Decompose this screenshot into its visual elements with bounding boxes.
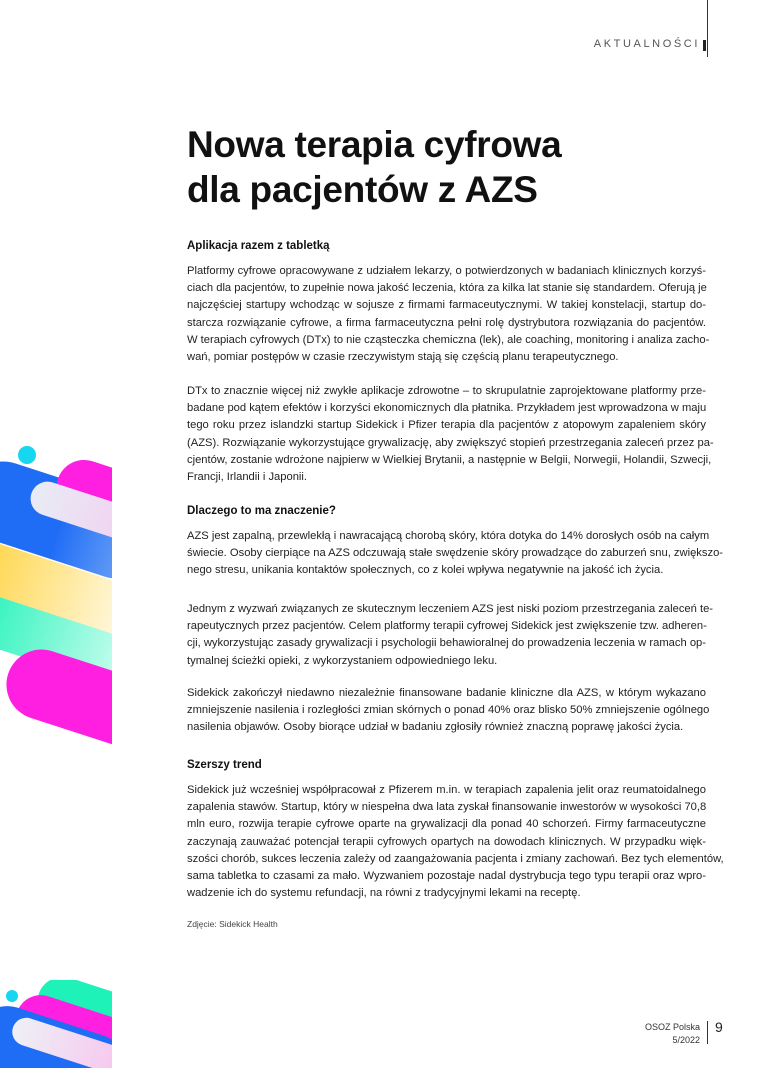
section-label: AKTUALNOŚCI	[593, 38, 700, 50]
paragraph	[187, 601, 714, 670]
paragraph-line: nego stresu, unikania kontaktów społecznych, co z kolei wpływa negatywnie na jakość ich życia.	[187, 564, 664, 577]
paragraph-line: szości chorób, sukces leczenia zależy od zaangażowania pacjenta i zmiany zachowań. Bez tych elementów,	[187, 852, 724, 865]
paragraph-line: rapeutycznych przez pacjentów. Celem platformy terapii cyfrowej Sidekick jest zwiększenie tzw. adheren-	[187, 620, 707, 633]
title-line: dla pacjentów z AZS	[187, 169, 538, 210]
paragraph-line: świecie. Osoby cierpiące na AZS odczuwają stałe swędzenie skóry prowadzące do zaburzeń snu, zwiększo-	[187, 547, 724, 560]
decorative-stripes	[0, 440, 112, 750]
header-rule	[707, 0, 708, 57]
page-number: 9	[715, 1019, 723, 1035]
paragraph-line: Platformy cyfrowe opracowywane z udziałem lekarzy, o potwierdzonych w badaniach klinicznych korzyś-	[187, 265, 706, 277]
paragraph	[187, 782, 724, 902]
paragraph	[187, 528, 724, 580]
paragraph-line: zmniejszenie nasilenia i rozległości zmian skórnych o ponad 40% oraz blisko 50% zmniejszenie ogólnego	[187, 704, 710, 717]
photo-credit: Zdjęcie: Sidekick Health	[187, 919, 278, 929]
paragraph-line: wań, pomiar postępów w czasie rzeczywistym stają się częścią planu terapeutycznego.	[187, 351, 619, 364]
paragraph-line: Francji, Irlandii i Japonii.	[187, 471, 308, 484]
footer-publication	[600, 1021, 700, 1047]
paragraph-line: sama tabletka to czasami za mało. Wyzwaniem pozostaje nadal dystrybucja tego typu terapii oraz wpro-	[187, 870, 706, 883]
paragraph-line: Sidekick już wcześniej współpracował z Pfizerem m.in. w terapiach zapalenia jelit oraz reumatoidalnego	[187, 784, 706, 796]
paragraph	[187, 383, 714, 486]
paragraph-line: Jednym z wyzwań związanych ze skutecznym leczeniem AZS jest niski poziom przestrzegania zaleceń te-	[187, 603, 714, 615]
paragraph-line: W terapiach cyfrowych (DTx) to nie cząsteczka chemiczna (lek), ale coaching, monitoring i analiza zacho-	[187, 333, 710, 346]
paragraph	[187, 263, 710, 366]
paragraph-line: AZS jest zapalną, przewlekłą i nawracającą chorobą skóry, która dotyka do 14% dorosłych osób na całym	[187, 530, 710, 542]
dot-decoration	[18, 446, 36, 464]
paragraph-line: wadzenie ich do systemu refundacji, na równi z tradycyjnymi lekami na receptę.	[187, 887, 581, 900]
paragraph-line: najczęściej startupy wchodząc w sojusze z firmami farmaceutycznymi. W takiej konstelacji, startup do-	[187, 299, 706, 312]
section-heading: Dlaczego to ma znaczenie?	[187, 505, 336, 517]
paragraph-line: zapalenia stawów. Startup, który w niespełna dwa lata zyskał finansowanie inwestorów w wysokości 70,8	[187, 801, 707, 814]
dot-decoration	[6, 990, 18, 1002]
paragraph-line: ciach dla pacjentów, to zupełnie nowa jakość leczenia, która za kilka lat stanie się standardem. Oferują je	[187, 282, 707, 295]
section-heading: Aplikacja razem z tabletką	[187, 240, 330, 252]
issue-number: 5/2022	[672, 1035, 700, 1045]
paragraph-line: nasilenia objawów. Osoby biorące udział w badaniu zgłosiły również znaczną poprawę jakości życia.	[187, 721, 684, 734]
paragraph-line: tego roku przez islandzki startup Sidekick i Pfizer terapia dla pacjentów z atopowym zapaleniem skóry	[187, 419, 706, 432]
paragraph-line: Sidekick zakończył niedawno niezależnie finansowane badanie kliniczne dla AZS, w którym wykazano	[187, 687, 706, 699]
decorative-stripes	[0, 980, 112, 1068]
paragraph-line: starcza rozwiązanie cyfrowe, a firma farmaceutyczna pełni rolę dystrybutora rozwiązania do pacjentów.	[187, 316, 706, 329]
article-title	[187, 122, 561, 212]
paragraph-line: (AZS). Rozwiązanie wykorzystujące grywalizację, aby zwiększyć stopień przestrzegania zaleceń przez pa-	[187, 436, 714, 449]
paragraph	[187, 685, 710, 737]
section-heading: Szerszy trend	[187, 759, 262, 771]
paragraph-line: badane pod kątem efektów i korzyści ekonomicznych dla płatnika. Przykładem jest wprowadzona w maju	[187, 402, 707, 415]
title-line: Nowa terapia cyfrowa	[187, 124, 562, 165]
paragraph-line: mln euro, rozwija terapie cyfrowe oparte na grywalizacji dla ponad 40 schorzeń. Firmy farmaceutyczne	[187, 818, 706, 831]
section-marker	[703, 40, 706, 51]
paragraph-line: DTx to znacznie więcej niż zwykłe aplikacje zdrowotne – to skrupulatnie zaprojektowane platformy prze-	[187, 385, 706, 397]
footer-rule	[707, 1021, 708, 1044]
paragraph-line: tymalnej ścieżki opieki, z wykorzystaniem odpowiedniego leku.	[187, 654, 498, 667]
paragraph-line: zaczynają zauważać potencjał terapii cyfrowych opartych na dowodach klinicznych. W przypadku więk-	[187, 835, 706, 848]
publication-name: OSOZ Polska	[644, 1022, 700, 1032]
paragraph-line: cji, wykorzystując zasady grywalizacji i psychologii behawioralnej do prowadzenia leczenia w ramach op-	[187, 637, 706, 650]
paragraph-line: cjentów, zostanie wdrożone najpierw w Wielkiej Brytanii, a następnie w Belgii, Norwegii, Holandii, Szwecji,	[187, 453, 712, 466]
